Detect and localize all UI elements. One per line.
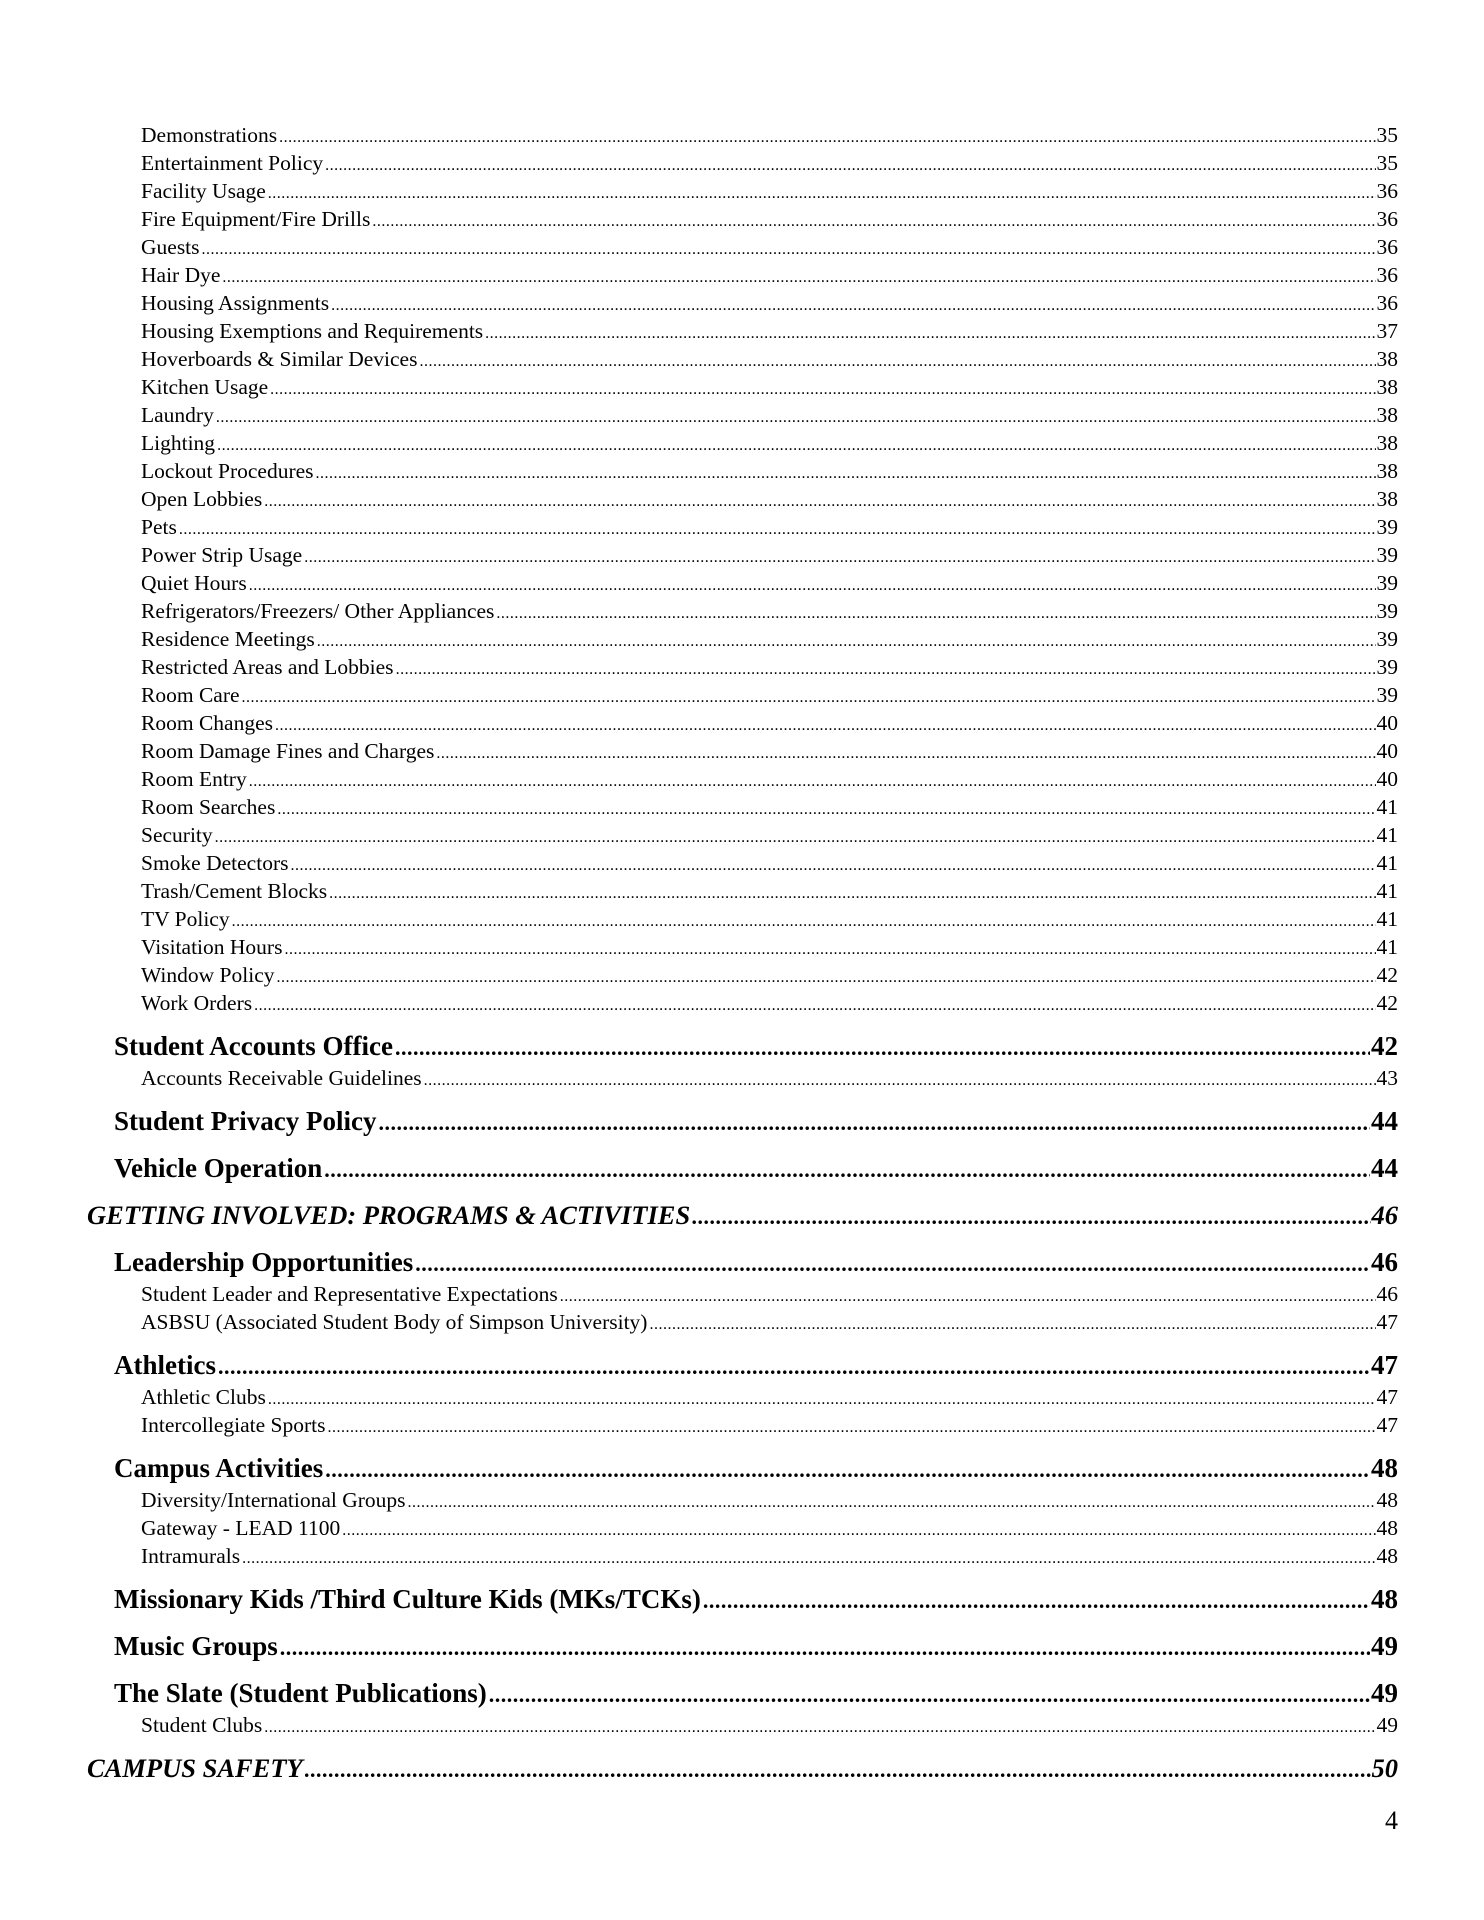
toc-entry-page: 49: [1371, 1631, 1398, 1661]
dot-leader: [324, 1152, 1370, 1187]
toc-chapter-campus-safety[interactable]: [87, 1751, 1398, 1786]
toc-entry-title: GETTING INVOLVED: PROGRAMS & ACTIVITIES: [87, 1200, 691, 1230]
dot-leader: [279, 124, 1375, 152]
residence-life-items: [0, 121, 1484, 1017]
dot-leader: [232, 908, 1376, 936]
dot-leader: [316, 460, 1376, 488]
table-of-contents: [0, 121, 1484, 1786]
toc-entry[interactable]: [141, 793, 1398, 821]
toc-entry[interactable]: [141, 1411, 1398, 1439]
toc-entry[interactable]: [141, 373, 1398, 401]
dot-leader: [215, 824, 1376, 852]
toc-entry-title: Laundry: [141, 403, 214, 427]
toc-section-vehicle-operation[interactable]: [114, 1151, 1398, 1186]
toc-entry-title: Gateway - LEAD 1100: [141, 1516, 341, 1540]
toc-entry[interactable]: [141, 205, 1398, 233]
toc-entry[interactable]: [141, 709, 1398, 737]
toc-entry-page: 35: [1376, 123, 1398, 147]
toc-entry-page: 38: [1376, 459, 1398, 483]
toc-entry[interactable]: [141, 429, 1398, 457]
dot-leader: [217, 432, 1375, 460]
toc-entry-page: 36: [1376, 179, 1398, 203]
toc-entry-page: 46: [1376, 1282, 1398, 1306]
toc-entry-page: 38: [1376, 487, 1398, 511]
toc-entry-title: Fire Equipment/Fire Drills: [141, 207, 371, 231]
toc-entry[interactable]: [141, 933, 1398, 961]
toc-entry-title: Room Searches: [141, 795, 276, 819]
toc-section-missionary-kids[interactable]: [114, 1582, 1398, 1617]
dot-leader: [649, 1311, 1375, 1339]
toc-entry-title: TV Policy: [141, 907, 230, 931]
campus-activities-items: [0, 1486, 1484, 1570]
toc-entry-page: 39: [1376, 599, 1398, 623]
toc-entry[interactable]: [141, 569, 1398, 597]
dot-leader: [179, 516, 1376, 544]
toc-entry[interactable]: [141, 513, 1398, 541]
dot-leader: [327, 1414, 1375, 1442]
dot-leader: [415, 1246, 1370, 1281]
dot-leader: [305, 1752, 1371, 1787]
dot-leader: [372, 208, 1375, 236]
dot-leader: [275, 712, 1376, 740]
toc-entry-title: Guests: [141, 235, 200, 259]
dot-leader: [436, 740, 1375, 768]
toc-entry-page: 39: [1376, 571, 1398, 595]
toc-entry-page: 40: [1376, 739, 1398, 763]
toc-entry-title: Diversity/International Groups: [141, 1488, 406, 1512]
toc-entry-page: 41: [1376, 907, 1398, 931]
toc-entry-title: Music Groups: [114, 1631, 278, 1661]
toc-entry-page: 48: [1376, 1544, 1398, 1568]
toc-entry-page: 47: [1371, 1350, 1398, 1380]
dot-leader: [280, 1630, 1370, 1665]
dot-leader: [325, 152, 1375, 180]
dot-leader: [290, 852, 1375, 880]
toc-entry[interactable]: [141, 877, 1398, 905]
dot-leader: [485, 320, 1375, 348]
toc-entry-title: Student Clubs: [141, 1713, 263, 1737]
dot-leader: [395, 1030, 1370, 1065]
toc-entry-page: 39: [1376, 627, 1398, 651]
toc-entry-page: 48: [1376, 1516, 1398, 1540]
toc-entry-title: Restricted Areas and Lobbies: [141, 655, 394, 679]
toc-entry-title: Smoke Detectors: [141, 851, 289, 875]
leadership-items: [0, 1280, 1484, 1336]
toc-entry[interactable]: [141, 177, 1398, 205]
toc-entry-page: 44: [1371, 1153, 1398, 1183]
dot-leader: [216, 404, 1376, 432]
dot-leader: [692, 1199, 1370, 1234]
dot-leader: [284, 936, 1375, 964]
toc-entry[interactable]: [141, 653, 1398, 681]
toc-entry-title: Lockout Procedures: [141, 459, 314, 483]
toc-entry-student-clubs[interactable]: [141, 1711, 1398, 1739]
dot-leader: [218, 1349, 1370, 1384]
dot-leader: [277, 796, 1375, 824]
toc-entry-page: 49: [1371, 1678, 1398, 1708]
dot-leader: [202, 236, 1376, 264]
toc-entry[interactable]: [141, 345, 1398, 373]
toc-entry-title: The Slate (Student Publications): [114, 1678, 487, 1708]
toc-entry[interactable]: [141, 989, 1398, 1017]
toc-entry-page: 38: [1376, 347, 1398, 371]
dot-leader: [264, 1714, 1375, 1742]
dot-leader: [489, 1677, 1370, 1712]
toc-entry-title: Facility Usage: [141, 179, 266, 203]
toc-entry[interactable]: [141, 149, 1398, 177]
toc-entry-page: 48: [1371, 1584, 1398, 1614]
toc-entry-page: 44: [1371, 1106, 1398, 1136]
toc-entry-page: 47: [1376, 1413, 1398, 1437]
dot-leader: [424, 1067, 1376, 1095]
toc-entry-title: Entertainment Policy: [141, 151, 324, 175]
toc-entry-page: 39: [1376, 543, 1398, 567]
toc-entry[interactable]: [141, 1383, 1398, 1411]
athletics-items: [0, 1383, 1484, 1439]
toc-entry-page: 41: [1376, 823, 1398, 847]
dot-leader: [342, 1517, 1375, 1545]
dot-leader: [329, 880, 1375, 908]
toc-entry-title: Student Leader and Representative Expectations: [141, 1282, 558, 1306]
toc-entry[interactable]: [141, 317, 1398, 345]
toc-entry-title: Room Damage Fines and Charges: [141, 739, 435, 763]
toc-entry-title: Student Accounts Office: [114, 1031, 393, 1061]
toc-entry[interactable]: [141, 121, 1398, 149]
toc-entry-title: Intramurals: [141, 1544, 241, 1568]
dot-leader: [378, 1105, 1370, 1140]
toc-entry-page: 47: [1376, 1310, 1398, 1334]
toc-entry-title: Security: [141, 823, 213, 847]
toc-entry[interactable]: [141, 849, 1398, 877]
dot-leader: [254, 992, 1375, 1020]
toc-entry-page: 39: [1376, 515, 1398, 539]
toc-entry-page: 40: [1376, 711, 1398, 735]
toc-entry[interactable]: [141, 765, 1398, 793]
toc-entry-page: 35: [1376, 151, 1398, 175]
dot-leader: [560, 1283, 1376, 1311]
toc-entry-title: Refrigerators/Freezers/ Other Appliances: [141, 599, 495, 623]
toc-entry-page: 36: [1376, 207, 1398, 231]
toc-entry[interactable]: [141, 457, 1398, 485]
toc-entry-page: 47: [1376, 1385, 1398, 1409]
toc-entry-title: Open Lobbies: [141, 487, 263, 511]
dot-leader: [249, 768, 1376, 796]
toc-entry-title: Power Strip Usage: [141, 543, 303, 567]
toc-entry-title: Work Orders: [141, 991, 253, 1015]
toc-entry-accounts-receivable[interactable]: [141, 1064, 1398, 1092]
dot-leader: [249, 572, 1376, 600]
toc-entry-title: Housing Exemptions and Requirements: [141, 319, 484, 343]
toc-entry[interactable]: [141, 737, 1398, 765]
toc-entry-title: Pets: [141, 515, 177, 539]
toc-entry-page: 42: [1371, 1031, 1398, 1061]
dot-leader: [419, 348, 1375, 376]
toc-entry[interactable]: [141, 261, 1398, 289]
toc-entry-title: ASBSU (Associated Student Body of Simpson University): [141, 1310, 648, 1334]
toc-entry[interactable]: [141, 905, 1398, 933]
toc-entry-title: Window Policy: [141, 963, 275, 987]
toc-entry-page: 42: [1376, 963, 1398, 987]
dot-leader: [264, 488, 1375, 516]
toc-entry-title: Visitation Hours: [141, 935, 283, 959]
toc-entry-page: 38: [1376, 375, 1398, 399]
toc-entry-title: Quiet Hours: [141, 571, 247, 595]
toc-entry-page: 41: [1376, 851, 1398, 875]
toc-entry-title: Demonstrations: [141, 123, 278, 147]
dot-leader: [317, 628, 1376, 656]
dot-leader: [408, 1489, 1376, 1517]
dot-leader: [325, 1452, 1370, 1487]
toc-entry[interactable]: [141, 1514, 1398, 1542]
toc-entry-title: Accounts Receivable Guidelines: [141, 1066, 422, 1090]
toc-section-athletics[interactable]: [114, 1348, 1398, 1383]
dot-leader: [268, 1386, 1376, 1414]
dot-leader: [242, 684, 1376, 712]
toc-entry-title: Missionary Kids /Third Culture Kids (MKs/TCKs): [114, 1584, 701, 1614]
toc-entry-page: 49: [1376, 1713, 1398, 1737]
toc-entry[interactable]: [141, 597, 1398, 625]
toc-entry-page: 38: [1376, 431, 1398, 455]
toc-entry-title: Lighting: [141, 431, 216, 455]
toc-entry-page: 36: [1376, 291, 1398, 315]
dot-leader: [496, 600, 1375, 628]
toc-chapter-getting-involved[interactable]: [87, 1198, 1398, 1233]
toc-entry-page: 50: [1371, 1753, 1398, 1783]
toc-entry-title: Vehicle Operation: [114, 1153, 323, 1183]
toc-entry-page: 46: [1371, 1200, 1398, 1230]
toc-entry-page: 41: [1376, 795, 1398, 819]
dot-leader: [396, 656, 1376, 684]
toc-entry-title: Hoverboards & Similar Devices: [141, 347, 418, 371]
toc-entry[interactable]: [141, 1280, 1398, 1308]
toc-entry-page: 46: [1371, 1247, 1398, 1277]
toc-entry[interactable]: [141, 401, 1398, 429]
dot-leader: [331, 292, 1375, 320]
toc-entry[interactable]: [141, 485, 1398, 513]
toc-entry[interactable]: [141, 541, 1398, 569]
toc-section-music-groups[interactable]: [114, 1629, 1398, 1664]
toc-entry-page: 43: [1376, 1066, 1398, 1090]
toc-entry-title: Room Entry: [141, 767, 247, 791]
toc-entry-page: 39: [1376, 683, 1398, 707]
toc-entry-title: Housing Assignments: [141, 291, 330, 315]
toc-entry-title: Room Care: [141, 683, 240, 707]
toc-entry-page: 41: [1376, 935, 1398, 959]
dot-leader: [703, 1583, 1370, 1618]
toc-entry-title: Room Changes: [141, 711, 273, 735]
toc-entry[interactable]: [141, 233, 1398, 261]
toc-entry-page: 40: [1376, 767, 1398, 791]
toc-entry-title: Hair Dye: [141, 263, 221, 287]
dot-leader: [222, 264, 1375, 292]
toc-entry-title: Athletics: [114, 1350, 216, 1380]
dot-leader: [304, 544, 1375, 572]
toc-entry-title: Kitchen Usage: [141, 375, 269, 399]
toc-section-campus-activities[interactable]: [114, 1451, 1398, 1486]
toc-entry[interactable]: [141, 961, 1398, 989]
dot-leader: [277, 964, 1376, 992]
toc-entry-page: 37: [1376, 319, 1398, 343]
toc-entry-page: 48: [1376, 1488, 1398, 1512]
toc-entry-page: 39: [1376, 655, 1398, 679]
toc-entry-title: Trash/Cement Blocks: [141, 879, 328, 903]
toc-entry-title: Leadership Opportunities: [114, 1247, 414, 1277]
toc-entry[interactable]: [141, 1542, 1398, 1570]
toc-entry[interactable]: [141, 681, 1398, 709]
toc-entry-title: CAMPUS SAFETY: [87, 1753, 303, 1783]
toc-entry-page: 48: [1371, 1453, 1398, 1483]
toc-entry-page: 36: [1376, 263, 1398, 287]
toc-entry-page: 41: [1376, 879, 1398, 903]
toc-section-the-slate[interactable]: [114, 1676, 1398, 1711]
toc-entry-title: Campus Activities: [114, 1453, 324, 1483]
toc-entry-page: 42: [1376, 991, 1398, 1015]
page-number: 4: [1385, 1806, 1398, 1835]
toc-entry-title: Residence Meetings: [141, 627, 315, 651]
toc-entry-page: 36: [1376, 235, 1398, 259]
toc-entry[interactable]: [141, 1308, 1398, 1336]
toc-entry[interactable]: [141, 625, 1398, 653]
toc-entry[interactable]: [141, 289, 1398, 317]
dot-leader: [242, 1545, 1375, 1573]
toc-entry[interactable]: [141, 821, 1398, 849]
toc-section-student-privacy-policy[interactable]: [114, 1104, 1398, 1139]
toc-entry-page: 38: [1376, 403, 1398, 427]
toc-entry[interactable]: [141, 1486, 1398, 1514]
toc-section-leadership-opportunities[interactable]: [114, 1245, 1398, 1280]
toc-entry-title: Student Privacy Policy: [114, 1106, 377, 1136]
dot-leader: [268, 180, 1376, 208]
dot-leader: [270, 376, 1375, 404]
toc-entry-title: Intercollegiate Sports: [141, 1413, 326, 1437]
toc-entry-title: Athletic Clubs: [141, 1385, 266, 1409]
toc-section-student-accounts-office[interactable]: [114, 1029, 1398, 1064]
